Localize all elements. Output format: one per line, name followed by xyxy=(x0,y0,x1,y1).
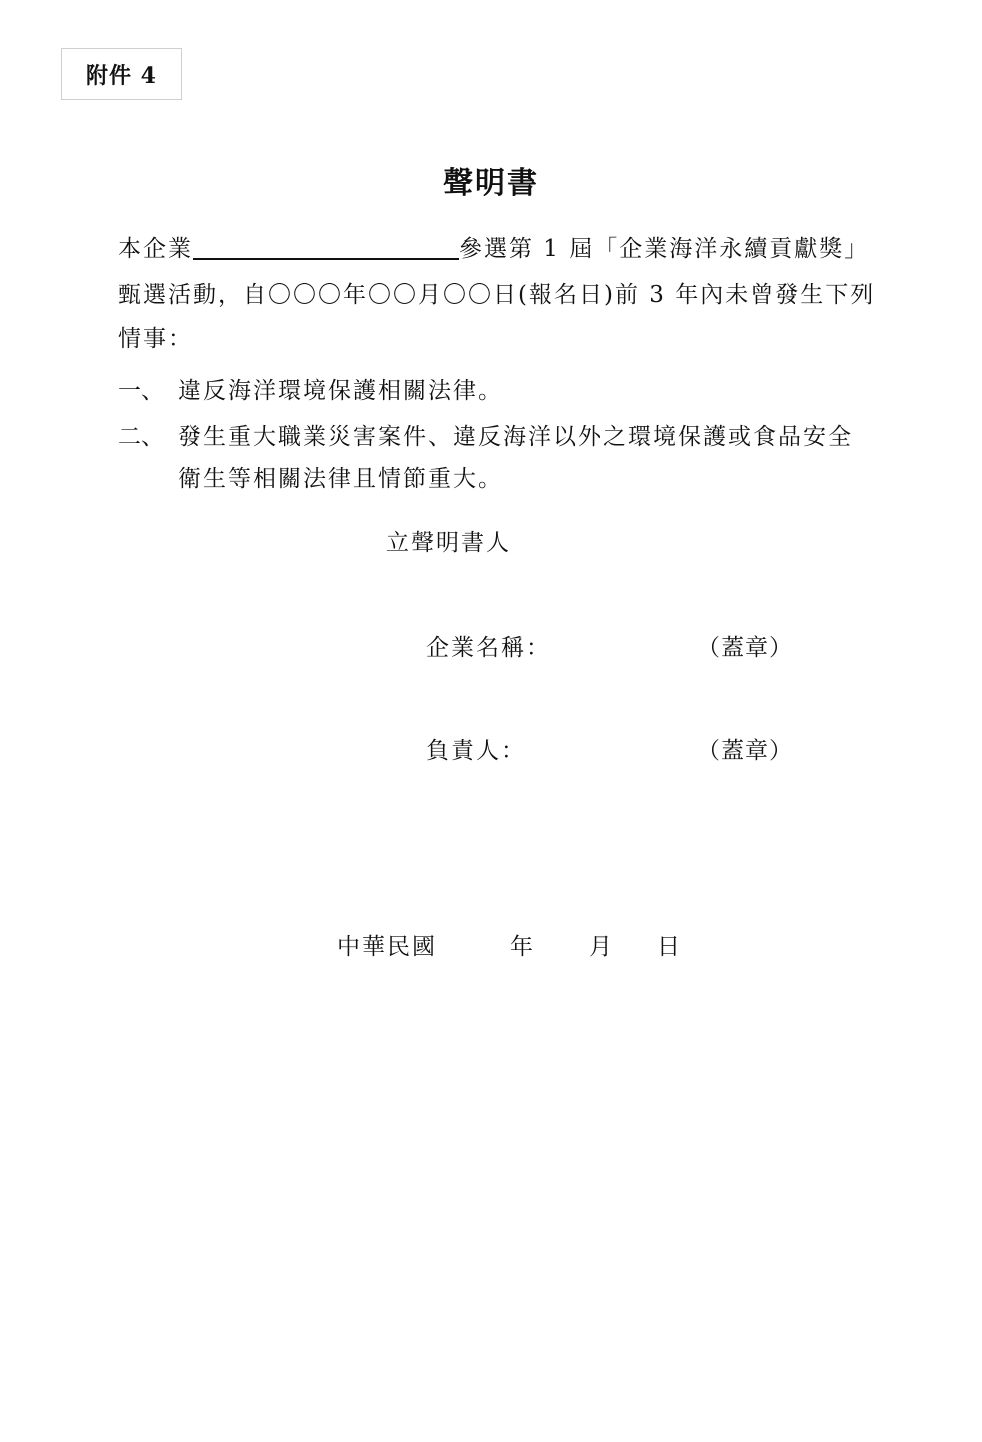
representative-seal: （蓋章） xyxy=(697,738,793,764)
statement-line-3: 情事： xyxy=(118,326,193,352)
signer-heading: 立聲明書人 xyxy=(386,530,511,556)
list-item-number-1: 一、 xyxy=(118,378,164,404)
date-year-label: 年 xyxy=(510,934,535,960)
attachment-label: 附件 4 xyxy=(61,48,182,100)
date-era: 中華民國 xyxy=(337,934,437,960)
statement-line-2: 甄選活動，自〇〇〇年〇〇月〇〇日(報名日)前 3 年內未曾發生下列 xyxy=(118,282,876,308)
statement-line-1 xyxy=(118,230,869,263)
list-item-number-2: 二、 xyxy=(118,424,164,450)
company-seal: （蓋章） xyxy=(697,635,793,661)
statement-prefix: 本企業 xyxy=(118,236,193,262)
representative-label: 負責人： xyxy=(426,738,526,764)
list-item-text-2a: 發生重大職業災害案件、違反海洋以外之環境保護或食品安全 xyxy=(178,424,853,450)
date-month-label: 月 xyxy=(589,934,614,960)
company-name-label: 企業名稱： xyxy=(426,635,551,661)
date-day-label: 日 xyxy=(657,934,682,960)
statement-suffix: 參選第 1 屆「企業海洋永續貢獻獎」 xyxy=(459,236,870,262)
list-item-text-1: 違反海洋環境保護相關法律。 xyxy=(178,378,503,404)
list-item-text-2b: 衛生等相關法律且情節重大。 xyxy=(178,466,503,492)
company-name-blank xyxy=(193,236,459,260)
page-title: 聲明書 xyxy=(443,166,539,201)
